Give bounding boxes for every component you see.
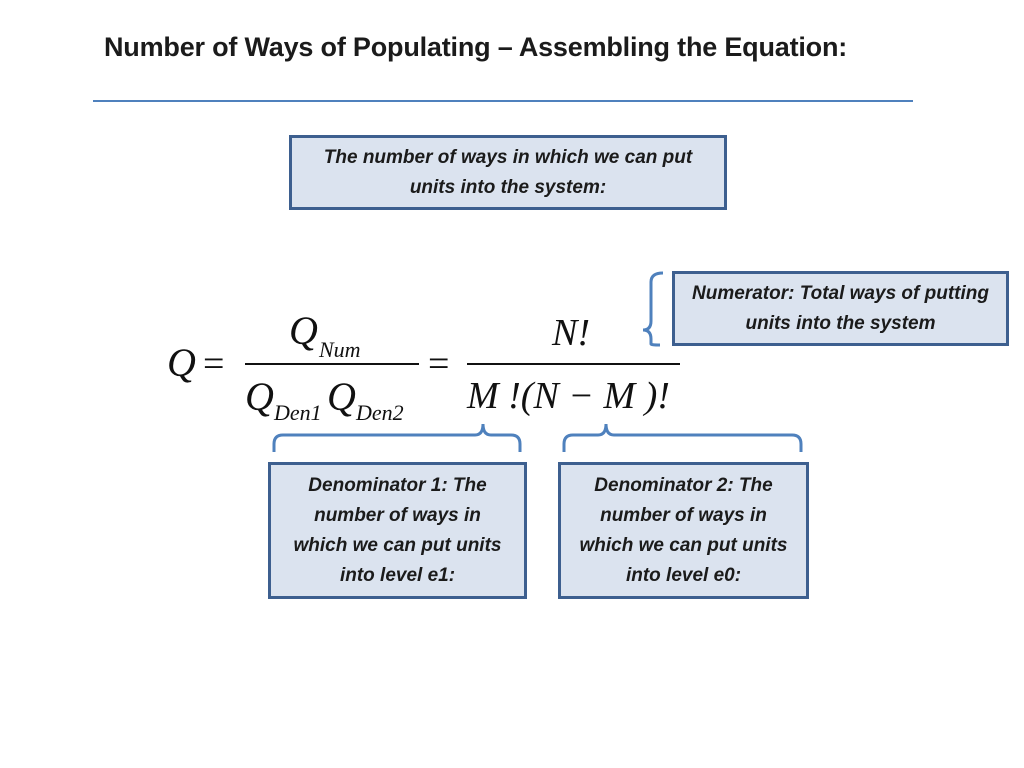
- equation-equals-2: =: [428, 343, 450, 385]
- fraction2-numerator: N!: [552, 312, 590, 354]
- denominator1-bracket: [274, 424, 520, 452]
- denominator2-bracket: [564, 424, 801, 452]
- denominator2-text: Denominator 2: The number of ways in which we can put units into level e0:: [579, 474, 788, 586]
- equation-equals-1: =: [203, 343, 225, 385]
- system-ways-text: The number of ways in which we can put units into the system:: [323, 146, 693, 198]
- fraction1-den-subscript1: Den1: [274, 400, 322, 425]
- fraction2-denominator: M !(N − M )!: [467, 375, 670, 417]
- equation-lhs-q: Q: [167, 340, 196, 385]
- page-title: Number of Ways of Populating – Assembling the Equation:: [104, 32, 848, 62]
- fraction1-numerator-q: Q: [289, 308, 318, 353]
- fraction1-den-q1: Q: [245, 374, 274, 419]
- denominator1-text: Denominator 1: The number of ways in which we can put units into level e1:: [293, 474, 502, 586]
- fraction1-numerator-subscript: Num: [319, 337, 361, 362]
- numerator-text: Numerator: Total ways of putting units into the system: [692, 282, 989, 334]
- fraction1-den-q2: Q: [327, 374, 356, 419]
- fraction1-den-subscript2: Den2: [356, 400, 404, 425]
- numerator-bracket: [643, 273, 663, 345]
